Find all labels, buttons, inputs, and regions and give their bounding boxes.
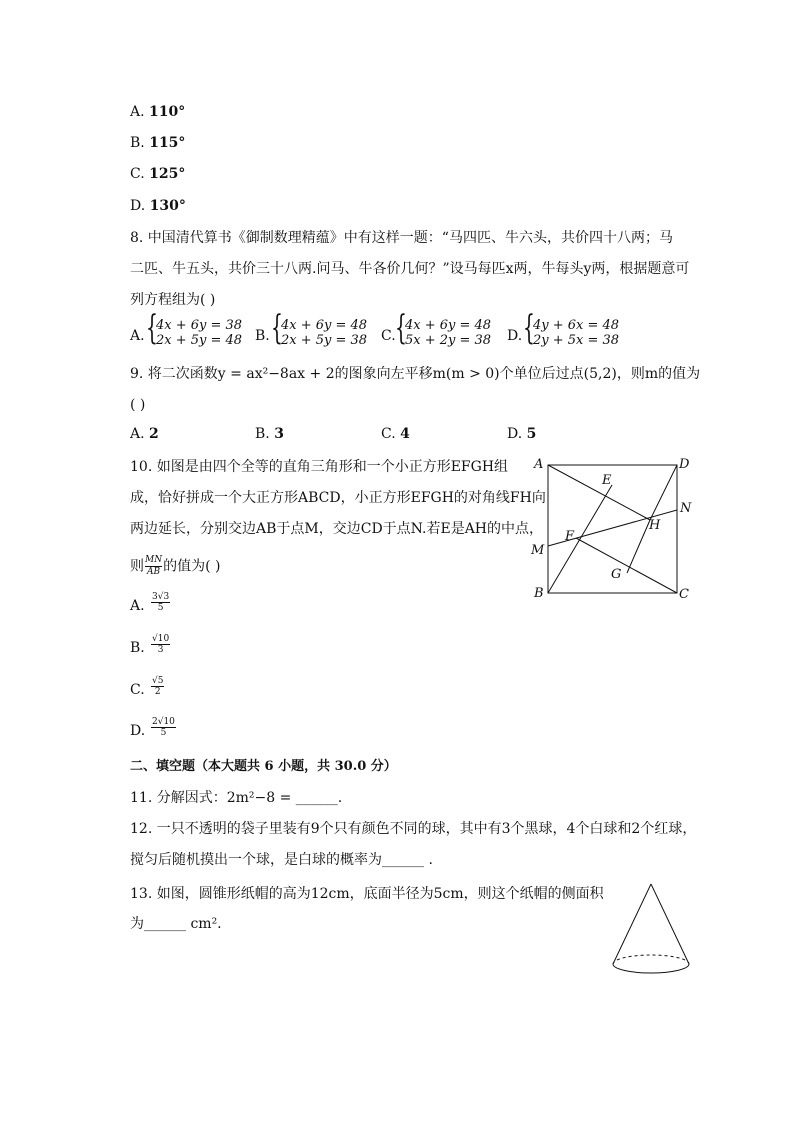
q10-option-c-label: C. bbox=[130, 682, 145, 698]
q10-line-3: 两边延长，分别交边AB于点M，交边CD于点N.若E是AH的中点， bbox=[130, 521, 544, 537]
q12-line-2: 搅匀后随机摸出一个球，是白球的概率为______ . bbox=[130, 852, 433, 868]
q8-line-1: 8. 中国清代算书《御制数理精蕴》中有这样一题：“马四匹、牛六头，共价四十八两；马 bbox=[130, 230, 673, 246]
q13-line-1: 13. 如图，圆锥形纸帽的高为12cm，底面半径为5cm，则这个纸帽的侧面积 bbox=[130, 886, 604, 902]
segment-cf bbox=[576, 538, 677, 593]
q13-cone-figure bbox=[605, 878, 700, 983]
q10-square-figure bbox=[525, 450, 705, 610]
cone-left-edge bbox=[613, 884, 651, 964]
label-h: H bbox=[649, 518, 661, 533]
q9-option-d: D. 5 bbox=[507, 426, 537, 442]
q10-line-1: 10. 如图是由四个全等的直角三角形和一个小正方形EFGH组 bbox=[130, 459, 509, 475]
q8-line-2: 二匹、牛五头，共价三十八两.问马、牛各价几何？”设马每匹x两，牛每头y两，根据题意可 bbox=[130, 261, 690, 277]
cone-base-back bbox=[613, 955, 689, 964]
q13-line-2: 为______ cm². bbox=[130, 916, 222, 932]
q9-option-b: B. 3 bbox=[255, 426, 284, 442]
q10-option-d-value: $\frac{2√10}{5}$ bbox=[152, 717, 175, 738]
q8-option-a-label: A. bbox=[130, 328, 145, 344]
q8-b-eq2: 2x + 5y = 38 bbox=[281, 333, 368, 348]
q12-line-1: 12. 一只不透明的袋子里装有9个只有颜色不同的球，其中有3个黑球，4个白球和2个红球， bbox=[130, 821, 697, 837]
q8-d-eq1: 4y + 6x = 48 bbox=[533, 318, 620, 333]
label-b: B bbox=[534, 586, 544, 601]
label-m: M bbox=[531, 543, 545, 558]
q10-option-d-label: D. bbox=[130, 723, 146, 739]
q8-line-3: 列方程组为( ) bbox=[130, 292, 216, 308]
q8-d-eq2: 2y + 5x = 38 bbox=[533, 333, 620, 348]
q10-line-2: 成，恰好拼成一个大正方形ABCD，小正方形EFGH的对角线FH向 bbox=[130, 490, 546, 506]
q7-option-d: D. 130° bbox=[130, 198, 186, 214]
q10-option-b-label: B. bbox=[130, 640, 145, 656]
q8-option-b-label: B. bbox=[255, 328, 270, 344]
label-f: F bbox=[565, 529, 575, 544]
segment-gh bbox=[627, 520, 650, 573]
q8-option-d-label: D. bbox=[507, 328, 523, 344]
q8-option-c-label: C. bbox=[381, 328, 396, 344]
q10-option-c-value: $\frac{√5}{2}$ bbox=[152, 676, 164, 697]
label-g: G bbox=[611, 567, 622, 582]
q8-b-eq1: 4x + 6y = 48 bbox=[281, 318, 368, 333]
label-c: C bbox=[679, 587, 689, 602]
cone-right-edge bbox=[651, 884, 689, 964]
label-n: N bbox=[680, 501, 692, 516]
q9-line-2: ( ) bbox=[130, 397, 146, 413]
q9-line-1: 9. 将二次函数y = ax²−8ax + 2的图象向左平移m(m > 0)个单位后过点(5,2)，则m的值为 bbox=[130, 366, 701, 382]
q9-option-a: A. 2 bbox=[130, 426, 159, 442]
segment-dh bbox=[650, 465, 677, 520]
q10-option-a-value: $\frac{3√3}{5}$ bbox=[152, 592, 170, 613]
section-2-heading: 二、填空题（本大题共 6 小题，共 30.0 分） bbox=[130, 759, 397, 774]
q7-option-b: B. 115° bbox=[130, 135, 186, 151]
cone-base-front bbox=[613, 964, 689, 973]
q10-line-4: 则 $\frac{MN}{AB}$ 的值为( ) bbox=[130, 555, 221, 577]
label-d: D bbox=[679, 457, 690, 472]
q8-c-eq2: 5x + 2y = 38 bbox=[405, 333, 492, 348]
q10-option-a-label: A. bbox=[130, 598, 145, 614]
exam-page: A. 110° B. 115° C. 125° D. 130° 8. 中国清代算书《御制数理精蕴》中有这样一题：“马四匹、牛六头，共价四十八两；马 二匹、牛五头，共价三十八两.问马、牛各价几何？”设马每匹x两，牛每头y两，根据题意可 列方程组为( ) A. { 4x + 6y = 38 2x + 5y = 48 B. { 4x + 6y = 48 2x + 5y = 38 C. { 4x + 6y = 48 5x + 2y = 38 D. { 4y + 6x = 48 2y + 5x = 38 9. 将二次函数y = ax²−8ax + 2的图象向左平移m(m > 0)个单位后过点(5,2)，则m的值为 ( ) A. 2 B. 3 C. 4 D. 5 10. 如图是由四个全等的直角三角形和一个小正方形EFGH组 成，恰好拼成一个大正方形ABCD，小正方形EFGH的对角线FH向 两边延长，分别交边AB于点M，交边CD于点N.若E是AH的中点， 则 $\frac{MN}{AB}$ 的值为( ) A. $\frac{3√3}{5}$ B. $\frac{√10}{3}$ C. $\frac{√5}{2}$ D. $\frac{2√10}{5}$ A D E N H F M G B C 二、填空题（本大题共 6 小题，共 30.0 分） 11. 分解因式：2m²−8 = ______. 12. 一只不透明的袋子里装有9个只有颜色不同的球，其中有3个黑球，4个白球和2个红球， 搅匀后随机摸出一个球，是白球的概率为______ . 13. 如图，圆锥形纸帽的高为12cm，底面半径为5cm，则这个纸帽的侧面积 为______ cm². bbox=[0, 0, 794, 1123]
q8-a-eq1: 4x + 6y = 38 bbox=[156, 318, 243, 333]
q9-option-c: C. 4 bbox=[381, 426, 410, 442]
q8-a-eq2: 2x + 5y = 48 bbox=[156, 333, 243, 348]
q7-option-a: A. 110° bbox=[130, 104, 186, 120]
q10-option-b-value: $\frac{√10}{3}$ bbox=[152, 634, 170, 655]
q11-text: 11. 分解因式：2m²−8 = ______. bbox=[130, 790, 343, 806]
label-e: E bbox=[602, 473, 612, 488]
label-a: A bbox=[534, 457, 544, 472]
q8-c-eq1: 4x + 6y = 48 bbox=[405, 318, 492, 333]
q7-option-c: C. 125° bbox=[130, 166, 186, 182]
segment-ah bbox=[548, 465, 650, 520]
segment-be bbox=[548, 485, 612, 593]
